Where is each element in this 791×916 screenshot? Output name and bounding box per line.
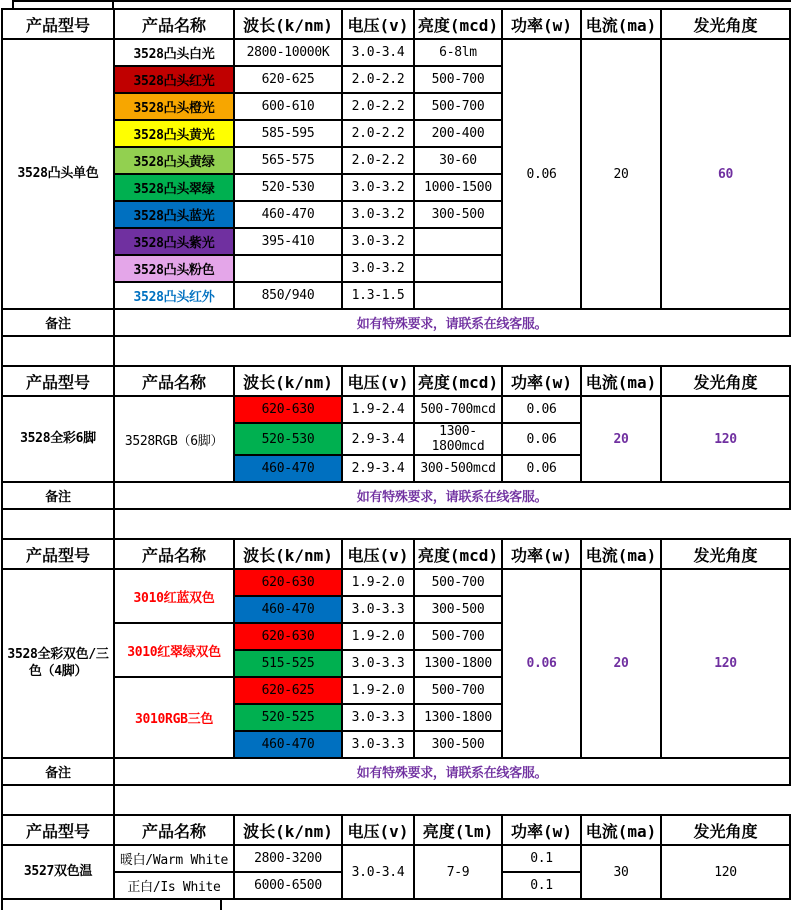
wavelength-cell: 515-525 (234, 650, 342, 677)
voltage-cell: 3.0-3.3 (342, 704, 414, 731)
voltage-cell: 3.0-3.3 (342, 650, 414, 677)
table-3528-rgb-6pin (0, 365, 791, 510)
product-model-cell: 3528全彩双色/三色（4脚） (2, 569, 114, 758)
brightness-cell: 7-9 (414, 845, 502, 899)
voltage-cell: 2.9-3.4 (342, 455, 414, 482)
spec-table (1, 365, 791, 510)
remark-text: 如有特殊要求，请联系在线客服。 (114, 309, 790, 336)
brightness-cell (414, 228, 502, 255)
voltage-cell: 3.0-3.2 (342, 201, 414, 228)
voltage-header: 电压(v) (342, 815, 414, 845)
remark-text: 如有特殊要求，请联系在线客服。 (114, 482, 790, 509)
remark-label: 备注 (2, 758, 114, 785)
header-row (2, 539, 790, 569)
grid-line (113, 337, 115, 365)
table-3528-convex-single-color (0, 8, 791, 337)
spec-table (1, 814, 791, 900)
product-name-cell: 3528凸头粉色 (114, 255, 234, 282)
table-row (2, 482, 790, 509)
wavelength-header: 波长(k/nm) (234, 9, 342, 39)
wavelength-header: 波长(k/nm) (234, 366, 342, 396)
wavelength-cell: 600-610 (234, 93, 342, 120)
header-row (2, 9, 790, 39)
voltage-cell: 3.0-3.4 (342, 845, 414, 899)
voltage-cell: 1.3-1.5 (342, 282, 414, 309)
table-gap (0, 337, 791, 365)
current-header: 电流(ma) (581, 815, 661, 845)
wavelength-cell: 620-630 (234, 396, 342, 423)
brightness-cell: 500-700 (414, 569, 502, 596)
beam-angle-cell: 120 (661, 396, 790, 482)
wavelength-cell: 565-575 (234, 147, 342, 174)
voltage-cell: 3.0-3.2 (342, 255, 414, 282)
product-model-header: 产品型号 (2, 9, 114, 39)
beam-angle-cell: 120 (661, 569, 790, 758)
wavelength-cell: 2800-3200 (234, 845, 342, 872)
current-cell: 20 (581, 396, 661, 482)
wavelength-cell: 460-470 (234, 596, 342, 623)
voltage-cell: 3.0-3.4 (342, 39, 414, 66)
power-header: 功率(w) (502, 366, 581, 396)
brightness-cell: 500-700 (414, 93, 502, 120)
brightness-cell: 1300-1800 (414, 650, 502, 677)
power-cell: 0.06 (502, 455, 581, 482)
voltage-cell: 1.9-2.4 (342, 396, 414, 423)
table-3528-bicolor-tricolor-4pin (0, 538, 791, 786)
product-name-cell: 3528凸头橙光 (114, 93, 234, 120)
voltage-header: 电压(v) (342, 9, 414, 39)
brightness-cell: 500-700mcd (414, 396, 502, 423)
product-name-cell: 3528凸头紫光 (114, 228, 234, 255)
brightness-cell: 500-700 (414, 623, 502, 650)
power-cell: 0.1 (502, 872, 581, 899)
product-name-header: 产品名称 (114, 815, 234, 845)
current-cell: 30 (581, 845, 661, 899)
wavelength-cell (234, 255, 342, 282)
power-cell: 0.06 (502, 39, 581, 309)
voltage-cell: 3.0-3.2 (342, 174, 414, 201)
voltage-cell: 3.0-3.2 (342, 228, 414, 255)
voltage-cell: 1.9-2.0 (342, 569, 414, 596)
beam-angle-header: 发光角度 (661, 9, 790, 39)
product-model-header: 产品型号 (2, 366, 114, 396)
table-3527-dual-color-temp (0, 814, 791, 900)
product-name-cell: 3010红蓝双色 (114, 569, 234, 623)
grid-line (113, 510, 115, 538)
header-row (2, 815, 790, 845)
brightness-cell: 200-400 (414, 120, 502, 147)
grid-line (1, 510, 3, 538)
brightness-cell: 6-8lm (414, 39, 502, 66)
power-cell: 0.06 (502, 569, 581, 758)
wavelength-cell: 460-470 (234, 455, 342, 482)
power-header: 功率(w) (502, 9, 581, 39)
brightness-cell (414, 255, 502, 282)
grid-line (12, 0, 791, 2)
remark-text: 如有特殊要求，请联系在线客服。 (114, 758, 790, 785)
product-model-cell: 3527双色温 (2, 845, 114, 899)
table-gap (0, 510, 791, 538)
table-row (2, 39, 790, 66)
current-header: 电流(ma) (581, 9, 661, 39)
remark-label: 备注 (2, 482, 114, 509)
power-cell: 0.1 (502, 845, 581, 872)
beam-angle-header: 发光角度 (661, 539, 790, 569)
product-name-header: 产品名称 (114, 366, 234, 396)
beam-angle-header: 发光角度 (661, 366, 790, 396)
table-row (2, 309, 790, 336)
voltage-header: 电压(v) (342, 539, 414, 569)
wavelength-cell: 850/940 (234, 282, 342, 309)
brightness-cell (414, 282, 502, 309)
voltage-cell: 3.0-3.3 (342, 596, 414, 623)
table-gap (0, 786, 791, 814)
beam-angle-cell: 120 (661, 845, 790, 899)
product-name-header: 产品名称 (114, 9, 234, 39)
table-row (2, 845, 790, 872)
product-name-cell: 3528凸头蓝光 (114, 201, 234, 228)
product-name-cell: 3528凸头红光 (114, 66, 234, 93)
brightness-header: 亮度(mcd) (414, 539, 502, 569)
current-header: 电流(ma) (581, 366, 661, 396)
product-model-cell: 3528全彩6脚 (2, 396, 114, 482)
grid-line (12, 0, 14, 8)
top-cropped-row (0, 0, 791, 8)
brightness-header: 亮度(mcd) (414, 366, 502, 396)
table-row (2, 569, 790, 596)
current-header: 电流(ma) (581, 539, 661, 569)
brightness-cell: 1300-1800mcd (414, 423, 502, 455)
table-row (2, 396, 790, 423)
table-row (2, 758, 790, 785)
beam-angle-cell: 60 (661, 39, 790, 309)
brightness-cell: 500-700 (414, 66, 502, 93)
brightness-cell: 300-500 (414, 731, 502, 758)
wavelength-cell: 395-410 (234, 228, 342, 255)
grid-line (1, 337, 3, 365)
wavelength-cell: 2800-10000K (234, 39, 342, 66)
beam-angle-header: 发光角度 (661, 815, 790, 845)
wavelength-cell: 520-530 (234, 174, 342, 201)
wavelength-cell: 520-525 (234, 704, 342, 731)
brightness-cell: 1300-1800 (414, 704, 502, 731)
wavelength-cell: 620-625 (234, 66, 342, 93)
voltage-cell: 3.0-3.3 (342, 731, 414, 758)
wavelength-cell: 585-595 (234, 120, 342, 147)
grid-line (220, 900, 222, 910)
bottom-cropped-row (0, 900, 791, 910)
power-cell: 0.06 (502, 423, 581, 455)
wavelength-cell: 460-470 (234, 731, 342, 758)
voltage-cell: 1.9-2.0 (342, 623, 414, 650)
product-name-cell: 3010红翠绿双色 (114, 623, 234, 677)
product-model-cell: 3528凸头单色 (2, 39, 114, 309)
product-name-cell: 3010RGB三色 (114, 677, 234, 758)
voltage-cell: 1.9-2.0 (342, 677, 414, 704)
wavelength-header: 波长(k/nm) (234, 815, 342, 845)
voltage-cell: 2.0-2.2 (342, 66, 414, 93)
wavelength-header: 波长(k/nm) (234, 539, 342, 569)
product-name-cell: 3528凸头黄绿 (114, 147, 234, 174)
product-model-header: 产品型号 (2, 815, 114, 845)
voltage-cell: 2.9-3.4 (342, 423, 414, 455)
current-cell: 20 (581, 39, 661, 309)
voltage-cell: 2.0-2.2 (342, 93, 414, 120)
product-name-cell: 3528凸头白光 (114, 39, 234, 66)
wavelength-cell: 6000-6500 (234, 872, 342, 899)
grid-line (1, 786, 3, 814)
power-header: 功率(w) (502, 815, 581, 845)
header-row (2, 366, 790, 396)
spec-table (1, 538, 791, 786)
brightness-cell: 1000-1500 (414, 174, 502, 201)
grid-line (1, 900, 3, 910)
product-name-cell: 3528凸头黄光 (114, 120, 234, 147)
wavelength-cell: 520-530 (234, 423, 342, 455)
brightness-cell: 30-60 (414, 147, 502, 174)
power-cell: 0.06 (502, 396, 581, 423)
voltage-cell: 2.0-2.2 (342, 147, 414, 174)
product-name-cell: 3528凸头红外 (114, 282, 234, 309)
brightness-cell: 500-700 (414, 677, 502, 704)
brightness-cell: 300-500 (414, 596, 502, 623)
product-name-cell: 正白/Is White (114, 872, 234, 899)
product-model-header: 产品型号 (2, 539, 114, 569)
product-name-cell: 3528凸头翠绿 (114, 174, 234, 201)
current-cell: 20 (581, 569, 661, 758)
brightness-cell: 300-500mcd (414, 455, 502, 482)
brightness-cell: 300-500 (414, 201, 502, 228)
wavelength-cell: 620-630 (234, 569, 342, 596)
grid-line (113, 786, 115, 814)
product-name-cell: 3528RGB（6脚） (114, 396, 234, 482)
brightness-header: 亮度(lm) (414, 815, 502, 845)
wavelength-cell: 620-625 (234, 677, 342, 704)
spec-table (1, 8, 791, 337)
remark-label: 备注 (2, 309, 114, 336)
brightness-header: 亮度(mcd) (414, 9, 502, 39)
product-name-header: 产品名称 (114, 539, 234, 569)
voltage-header: 电压(v) (342, 366, 414, 396)
voltage-cell: 2.0-2.2 (342, 120, 414, 147)
wavelength-cell: 460-470 (234, 201, 342, 228)
power-header: 功率(w) (502, 539, 581, 569)
wavelength-cell: 620-630 (234, 623, 342, 650)
grid-line (112, 0, 114, 8)
product-name-cell: 暖白/Warm White (114, 845, 234, 872)
